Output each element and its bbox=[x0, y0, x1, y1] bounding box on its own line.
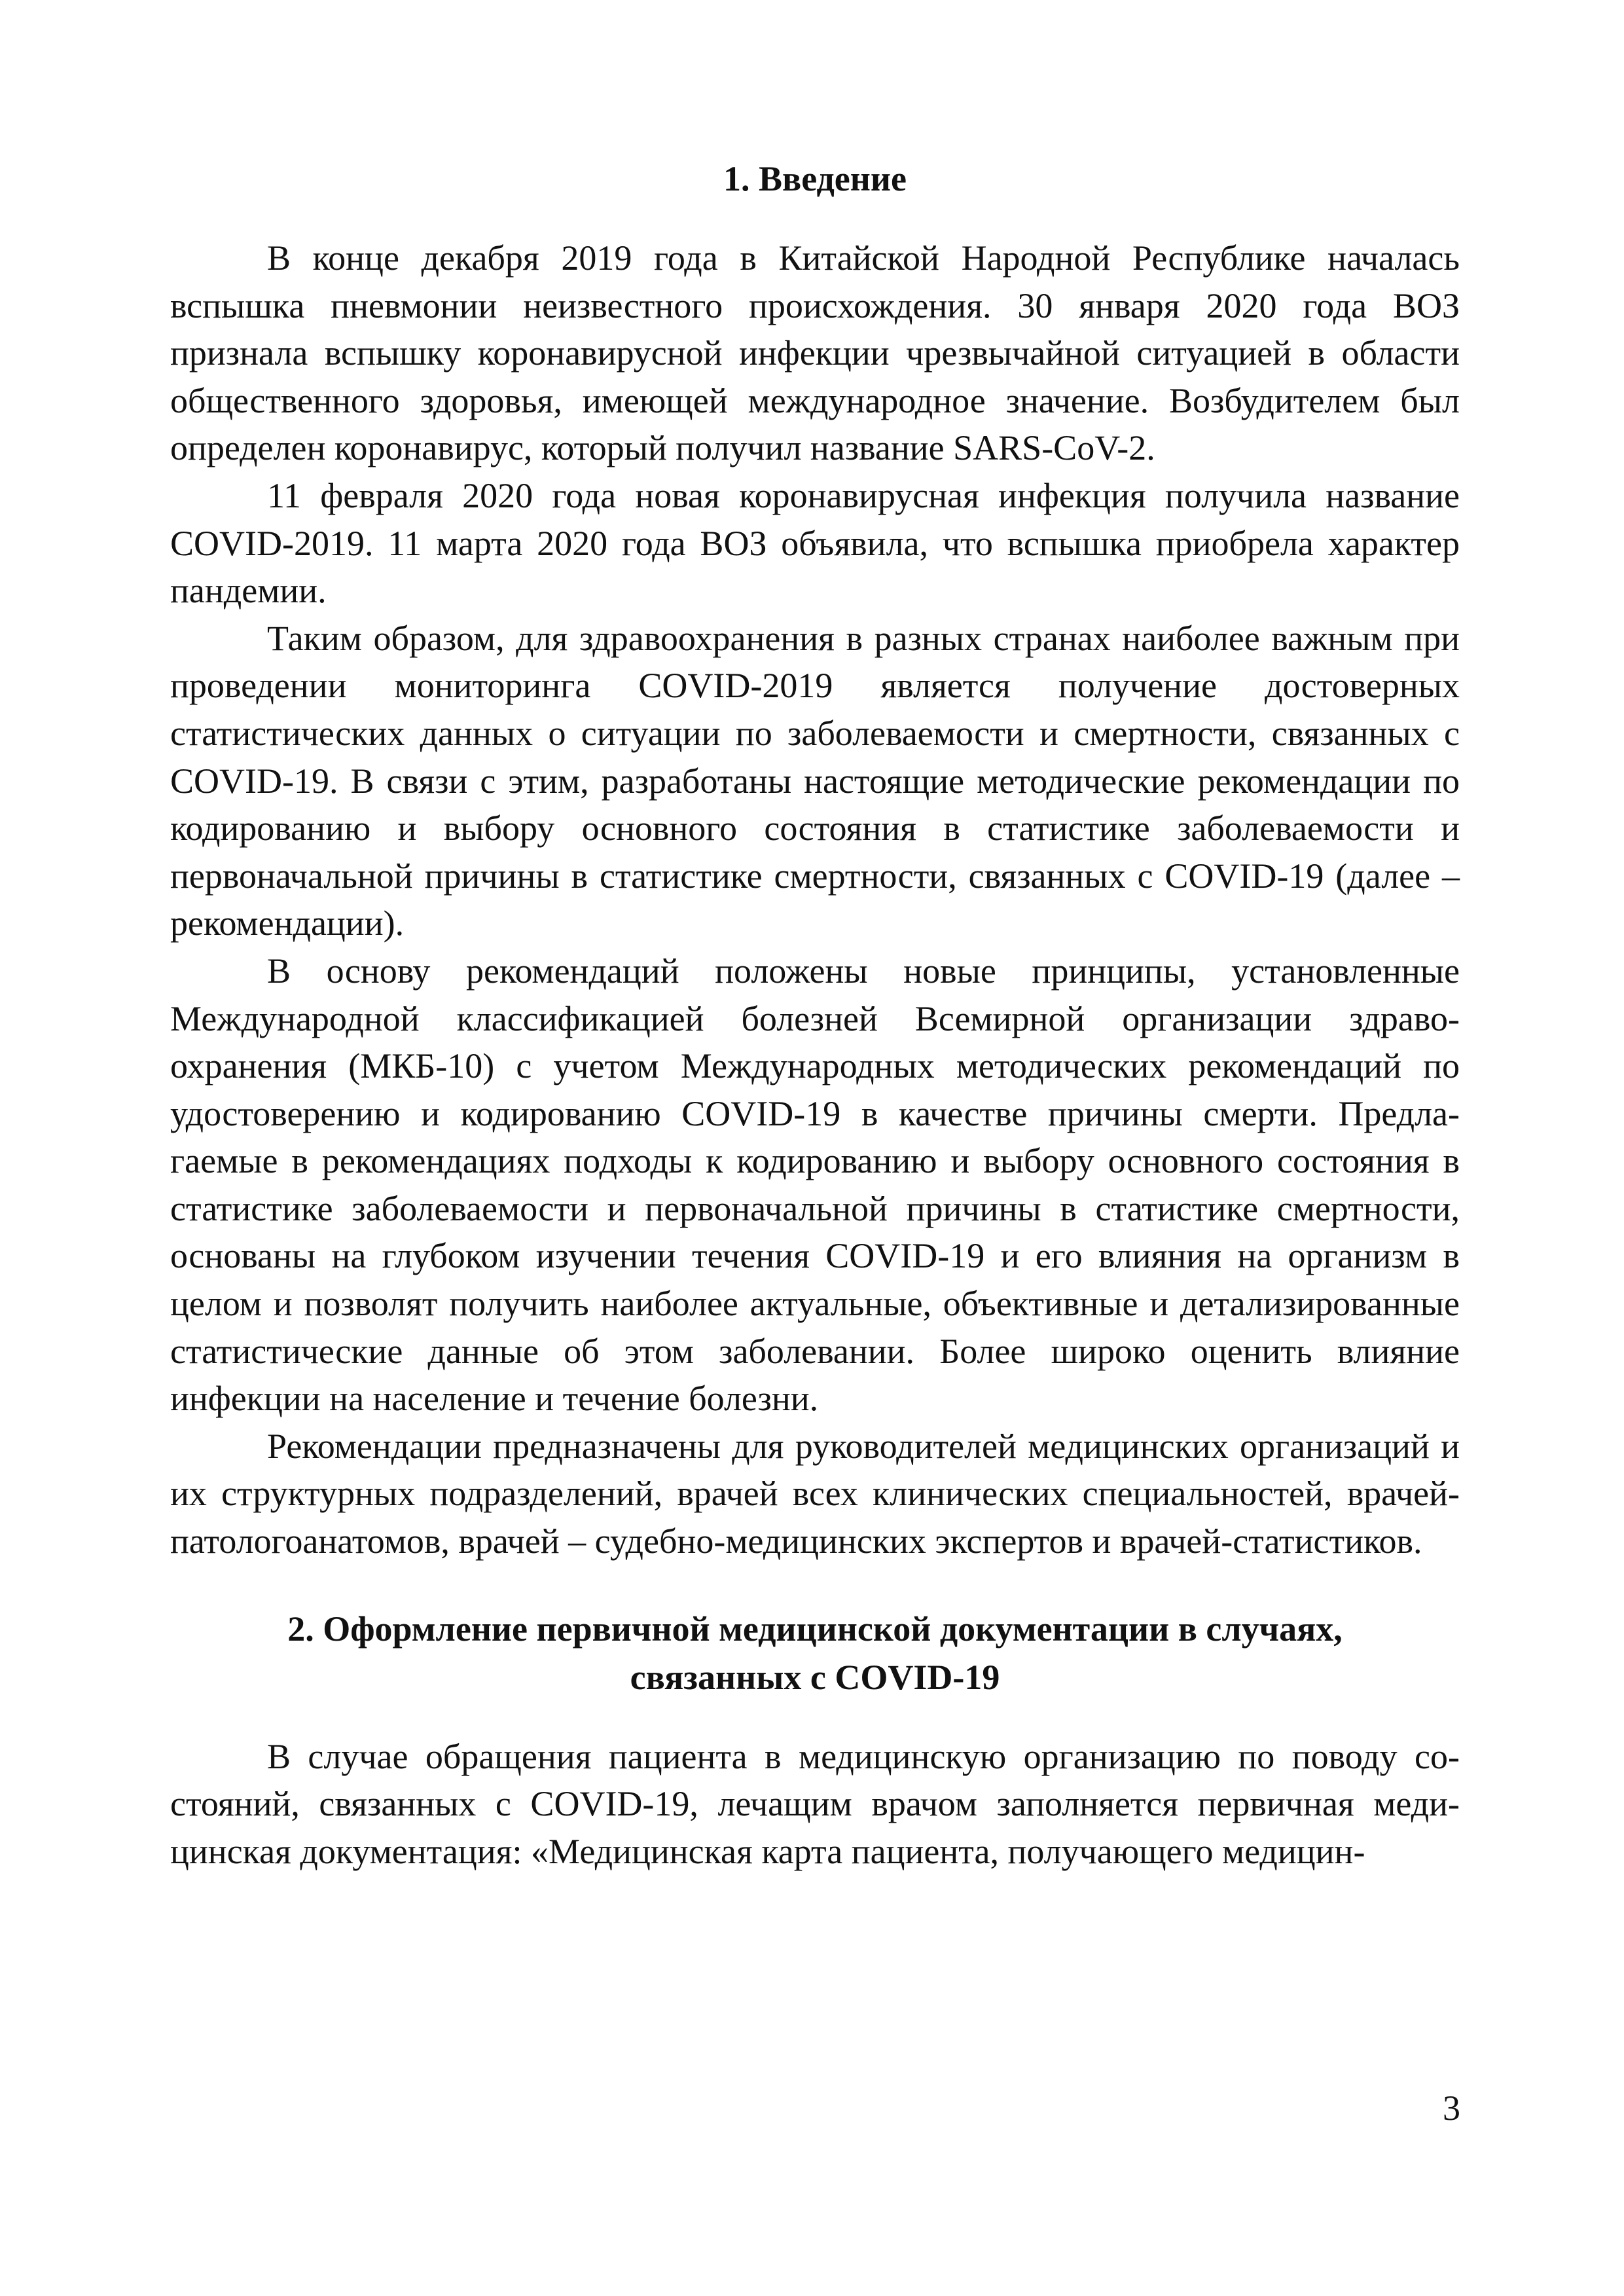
document-page bbox=[170, 131, 1460, 1875]
section-1-title: 1. Введение bbox=[723, 159, 907, 198]
paragraph: Таким образом, для здравоохранения в разных странах наиболее важным при проведении мониторинга COVID-2019 является получение достоверных статистических данных о ситуации по заболеваемости и смертности, связанных с COVID-19. В связи с этим, разработаны настоящие методические рекомендации по кодированию и выбору основного состояния в статистике заболеваемости и первоначальной причины в статистике смертности, связанных с COVID-19 (далее – рекомендации). bbox=[170, 618, 1460, 943]
paragraph: Рекомендации предназначены для руководителей медицинских организаций и их структурных подразделений, врачей всех клинических специальностей, врачей-патологоанатомов, врачей – судебно-медицинских экспертов и врачей-статистиков. bbox=[170, 1426, 1460, 1561]
section-2-title-line-1: 2. Оформление первичной медицинской документации в случаях, bbox=[287, 1609, 1343, 1649]
section-2-title-line-2: связанных с COVID-19 bbox=[630, 1657, 1000, 1697]
paragraph: В конце декабря 2019 года в Китайской Народной Республике началась вспышка пневмонии неизвестного происхождения. 30 января 2020 года ВОЗ признала вспышку коронавирусной инфекции чрезвычайной ситуацией в области общественного здоровья, имеющей международное значение. Возбудителем был определен коронавирус, который получил название SARS-CoV-2. bbox=[170, 238, 1460, 468]
page-number: 3 bbox=[1443, 2088, 1460, 2128]
paragraph: 11 февраля 2020 года новая коронавирусная инфекция получила название COVID-2019. 11 марта 2020 года ВОЗ объявила, что вспышка приобрела характер пандемии. bbox=[170, 475, 1460, 611]
paragraph: В случае обращения пациента в медицинскую организацию по поводу состояний, связанных с COVID-19, лечащим врачом заполняется первичная медицинская документация: «Медицинская карта пациента, получающего медицин- bbox=[170, 1736, 1460, 1871]
paragraph: В основу рекомендаций положены новые принципы, установленные Международной классификацией болезней Всемирной организации здравоохранения (МКБ-10) с учетом Международных методических рекомендаций по удостоверению и кодированию COVID-19 в качестве причины смерти. Предлагаемые в рекомендациях подходы к кодированию и выбору основного состояния в статистике заболеваемости и первоначальной причины в статистике смертности, основаны на глубоком изучении течения COVID-19 и его влияния на организм в целом и позволят получить наиболее актуальные, объективные и детализированные статистические данные об этом заболевании. Более широко оценить влияние инфекции на население и течение болезни. bbox=[170, 951, 1460, 1419]
section-1-body bbox=[170, 234, 1460, 1565]
section-2-body bbox=[170, 1733, 1460, 1876]
section-2-title bbox=[170, 1605, 1460, 1702]
